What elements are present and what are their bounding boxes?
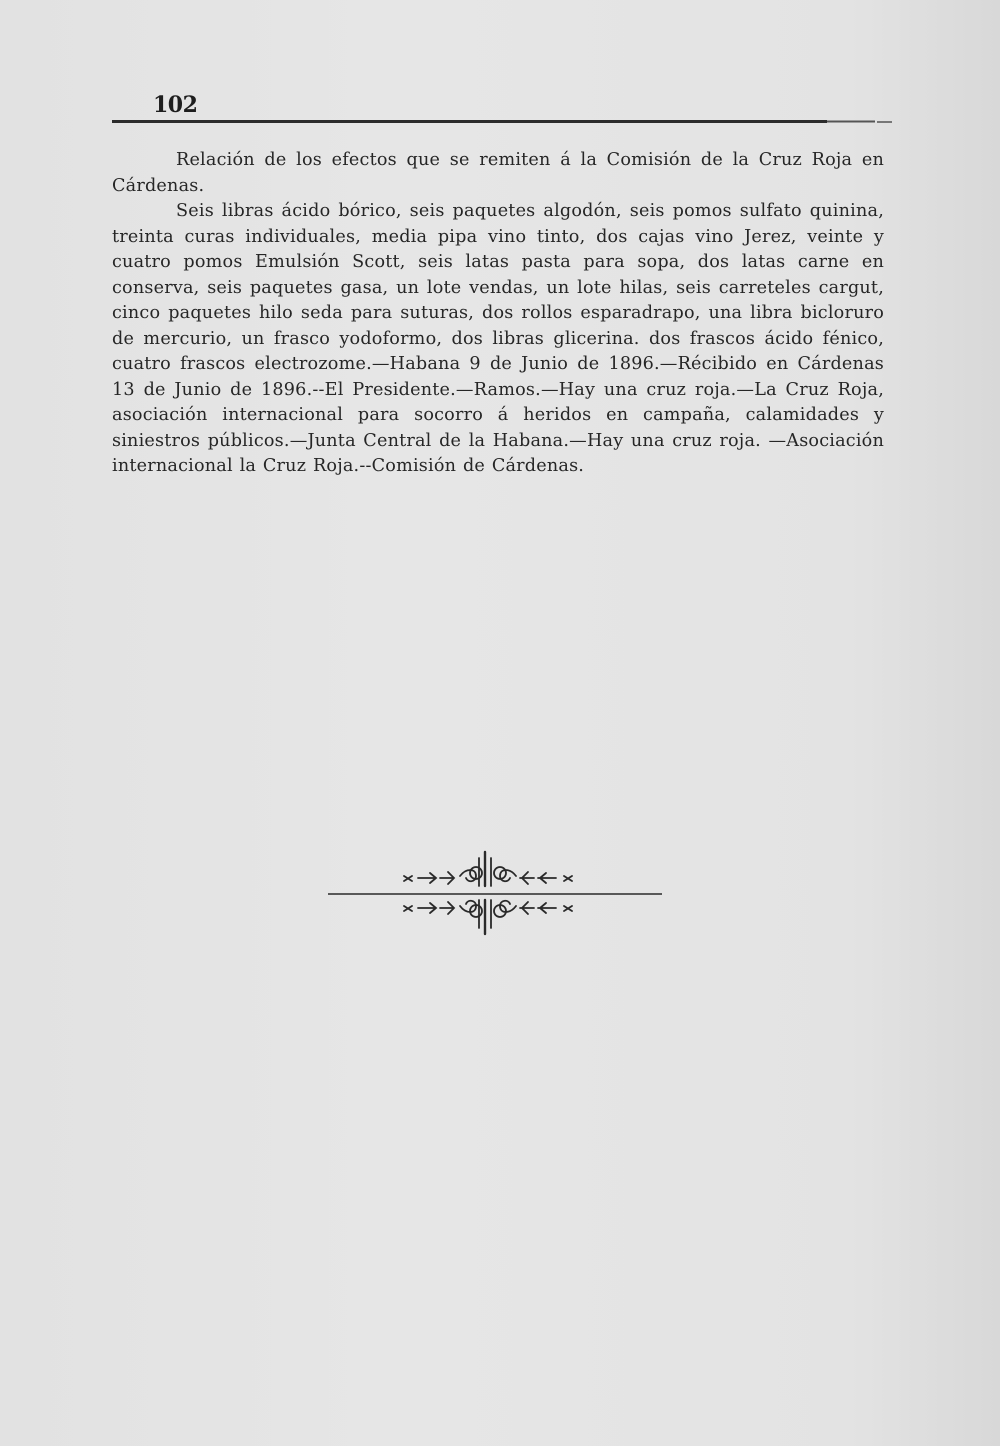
body-paragraph: Seis libras ácido bórico, seis paquetes algodón, seis pomos sulfato quinina, treinta curas individuales, media pipa vino tinto, dos cajas vino Jerez, veinte y cuatro pomos Emulsión Scott, seis latas pasta para sopa, dos latas carne en conserva, seis paquetes gasa, un lote vendas, un lote hilas, seis carreteles cargut, cinco paquetes hilo seda para suturas, dos rollos esparadrapo, una libra bicloruro de mercurio, un frasco yodoformo, dos libras glicerina. dos frascos ácido fénico, cuatro frascos electrozome.—Habana 9 de Junio de 1896.—Récibido en Cárdenas 13 de Junio de 1896.--El Presidente.—Ramos.—Hay una cruz roja.—La Cruz Roja, asociación internacional para socorro á heridos en campaña, calamidades y siniestros públicos.—Junta Central de la Habana.—Hay una cruz roja. —Asociación internacional la Cruz Roja.--Comisión de Cárdenas.: [112, 201, 884, 476]
decorative-scroll-ornament-icon: [328, 848, 662, 938]
header-rule: [112, 119, 892, 125]
page-number: 102: [153, 92, 198, 118]
heading-paragraph: Relación de los efectos que se remiten á la Comisión de la Cruz Roja en Cárdenas.: [112, 150, 884, 196]
body-text: [112, 148, 884, 480]
